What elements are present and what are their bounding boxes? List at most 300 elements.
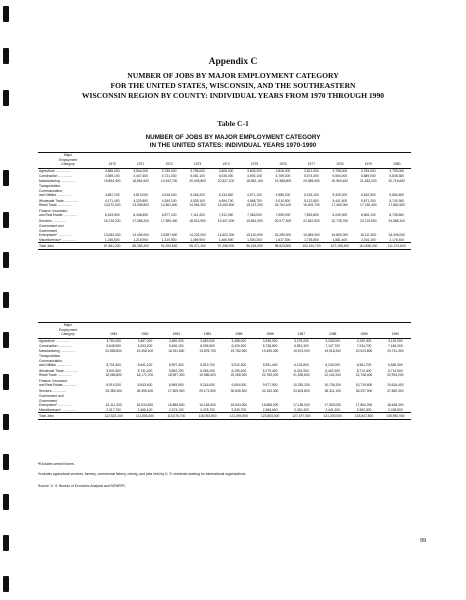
cell-value: 5,641,100 [137,363,153,367]
table-row [38,209,411,218]
cell-value: 14,361,600 [160,203,178,207]
total-value: 112,524,100 [98,413,129,419]
table-row [38,219,411,224]
binder-mark [3,576,9,592]
binder-mark [3,292,9,308]
cell-value: 5,409,200 [332,193,348,197]
table-row [38,179,411,184]
cell-value: 16,534,500 [136,403,154,407]
cell-value: 7,363,000 [247,213,262,217]
cell-value: 5,441,500 [332,198,348,203]
cell-value: 3,680,000 [168,338,184,343]
row-label [38,394,98,408]
cell-value: 5,819,700 [200,363,215,367]
cell-value: 2,430,400 [294,407,309,412]
total-value: 97,258,900 [212,243,240,249]
main-title-line: FOR THE UNITED STATES, WISCONSIN, AND THE SOUTHEASTERN [110,81,356,90]
table-row [38,184,411,198]
cell-value: 3,115,000 [388,338,403,343]
cell-value: 6,163,500 [104,213,120,217]
row-label [38,168,98,173]
cell-value: 24,588,100 [388,218,406,223]
cell-value: 3,278,000 [294,338,309,343]
cell-value: 13,084,000 [103,233,121,237]
cell-value: 6,425,300 [231,344,247,348]
cell-value: 5,597,400 [168,363,184,367]
year-header: 1974 [212,153,240,168]
year-header: 1985 [223,323,254,338]
binder-mark [3,252,9,268]
cell-value: 3,844,000 [133,168,149,173]
row-label [38,389,98,394]
cell-value: 10,283,200 [293,383,310,387]
cell-value: 20,024,800 [355,348,373,353]
cell-value: 16,886,500 [167,403,185,407]
cell-value: 1,530,200 [247,237,262,242]
cell-value: 19,574,000 [293,348,310,353]
total-value: 135,950,900 [380,413,411,419]
cell-value: 1,725,800 [304,237,319,242]
category-header-line: Category [61,162,75,166]
cell-value: 5,831,600 [106,368,121,373]
year-header: 1977 [297,153,325,168]
year-header: 1979 [354,153,382,168]
total-value: 110,558,200 [354,243,382,249]
table-row [38,338,411,343]
cell-value: 7,853,800 [304,213,319,217]
cell-value: 15,157,200 [246,203,263,207]
row-label [38,224,98,238]
table-title-line: IN THE UNITED STATES: INDIVIDUAL YEARS 1970-1990 [149,142,317,149]
cell-value: 2,428,800 [388,407,403,412]
row-label-line: and Utilities ............... [39,363,71,367]
cell-value: 2,176,400 [389,237,405,242]
cell-value: 20,963,400 [331,178,349,183]
cell-value: 13,857,600 [160,233,178,237]
binder-mark [3,212,9,228]
cell-value: 6,712,400 [356,368,372,373]
cell-value: 13,572,000 [103,203,121,207]
cell-value: 2,478,700 [200,407,215,412]
cell-value: 15,489,000 [303,233,320,237]
category-header-line: Category [61,332,75,336]
cell-value: 3,190,000 [356,338,372,343]
row-label-line: Government and [39,394,64,398]
cell-value: 17,760,400 [360,203,377,207]
cell-value: 15,263,500 [217,203,235,207]
cell-value: 21,483,200 [360,178,377,183]
binder-mark [3,414,9,430]
cell-value: 33,603,800 [293,388,310,393]
cell-value: 22,162,200 [324,373,341,377]
cell-value: 21,526,600 [293,373,310,377]
cell-value: 20,716,600 [388,178,406,183]
total-value: 121,494,900 [223,413,254,419]
cell-value: 37,860,300 [387,388,404,393]
cell-value: 8,969,900 [168,383,184,387]
cell-value: 2,466,100 [137,407,153,412]
cell-value: 1,369,900 [190,237,205,242]
year-header: 1990 [380,323,411,338]
cell-value: 22,735,700 [331,218,349,223]
cell-value: 15,140,000 [246,233,263,237]
row-label [38,379,98,388]
binder-mark [3,6,9,22]
cell-value: 36,297,900 [355,388,373,393]
category-header-line: Employment [58,327,78,332]
total-row [38,243,411,249]
cell-value: 3,336,000 [262,338,278,343]
year-header: 1980 [383,153,411,168]
cell-value: 23,719,500 [360,218,377,223]
cell-value: 5,063,200 [190,193,205,197]
row-label-line: Construction ............... [39,344,73,348]
binder-mark [3,535,9,551]
row-label-line: Manufacturing ............... [39,348,75,353]
cell-value: 3,488,000 [231,338,247,343]
cell-value: 5,061,100 [190,174,205,178]
cell-value: 6,096,500 [200,344,215,348]
table-row [38,373,411,378]
cell-value: 16,164,600 [199,403,216,407]
cell-value: 5,616,900 [360,193,376,197]
cell-value: 19,878,700 [199,348,216,353]
row-label-line: Government [39,228,58,233]
cell-value: 19,918,200 [324,348,341,353]
cell-value: 5,838,300 [389,174,405,178]
cell-value: 5,035,000 [218,174,234,178]
cell-value: 18,171,700 [136,373,154,377]
cell-value: 3,808,000 [218,168,234,173]
cell-value: 3,805,000 [247,168,262,173]
cell-value: 20,285,300 [230,373,248,377]
cell-value: 2,530,700 [231,407,247,412]
cell-value: 4,769,000 [275,174,291,178]
cell-value: 1,617,000 [275,237,291,242]
total-value: 111,536,400 [129,413,160,419]
cell-value: 8,735,600 [389,213,405,217]
binder-mark [3,170,9,186]
cell-value: 15,280,000 [274,233,292,237]
cell-value: 17,989,400 [160,218,178,223]
cell-value: 8,919,200 [106,383,121,387]
row-label-line: Agriculture ............... [39,168,70,173]
cell-value: 19,388,800 [274,178,292,183]
cell-value: 7,107,700 [325,344,341,348]
cell-value: 3,784,000 [360,168,376,173]
footnote-armed-forces: ªExcludes armed forces. [38,462,75,466]
cell-value: 17,360,000 [331,203,349,207]
cell-value: 6,738,800 [262,344,278,348]
row-label [38,179,98,184]
table-title-line: NUMBER OF JOBS BY MAJOR EMPLOYMENT CATEGORY [145,134,321,141]
cell-value: 6,125,800 [294,363,309,367]
cell-value: 6,324,900 [294,368,309,373]
cell-value: 4,971,100 [247,193,262,197]
cell-value: 4,692,100 [247,174,262,178]
cell-value: 3,796,000 [190,168,205,173]
cell-value: 3,812,000 [304,168,319,173]
total-row [38,413,411,419]
category-header [38,323,98,338]
cell-value: 4,868,700 [247,198,262,203]
cell-value: 17,862,500 [388,203,406,207]
row-label-line: Services ............... [39,388,67,393]
cell-value: 4,171,400 [104,198,120,203]
cell-value: 6,545,300 [388,363,403,367]
binder-mark [3,90,9,106]
table-row [38,168,411,173]
category-header-line: Major [63,153,73,157]
total-value: 96,018,300 [240,243,268,249]
total-value: 107,158,400 [326,243,354,249]
cell-value: 13,005,800 [132,203,149,207]
cell-value: 10,616,400 [387,383,404,387]
cell-value: 4,390,100 [161,198,177,203]
row-label-line: Construction ............... [39,174,73,178]
cell-value: 4,721,000 [161,174,177,178]
total-value: 87,861,200 [98,243,126,249]
cell-value: 4,819,000 [133,193,149,197]
row-label-line: Retail Trade ............... [39,203,72,207]
year-header: 1989 [348,323,379,338]
cell-value: 29,171,500 [199,388,216,393]
cell-value: 6,249,000 [325,363,341,367]
year-header: 1971 [126,153,154,168]
cell-value: 4,985,200 [275,193,291,197]
cell-value: 19,585,600 [199,373,216,377]
total-value: 98,823,800 [269,243,297,249]
cell-value: 19,495,300 [261,348,279,353]
cell-value: 3,669,000 [200,338,215,343]
cell-value: 17,553,000 [324,403,341,407]
row-label-line: Government and [39,224,64,228]
row-label-line: Communication, [39,358,63,363]
cell-value: 5,648,500 [106,344,121,348]
year-header: 1973 [183,153,211,168]
table-row [38,349,411,354]
row-label [38,338,98,343]
cell-value: 15,890,000 [331,233,349,237]
table-row [38,394,411,408]
cell-value: 16,111,300 [105,403,122,407]
table-label: Table C-1 [217,119,249,128]
cell-value: 5,153,100 [304,193,319,197]
year-header: 1986 [254,323,285,338]
cell-value: 20,409,800 [189,178,206,183]
cell-value: 5,852,200 [168,368,184,373]
cell-value: 21,542,500 [303,218,320,223]
page-number: 99 [420,538,427,544]
row-label-line: Finance, Insurance, [39,208,68,213]
cell-value: 6,877,100 [161,213,177,217]
total-value: 111,274,800 [383,243,411,249]
cell-value: 5,740,300 [389,198,405,203]
cell-value: 18,914,900 [189,218,206,223]
cell-value: 4,694,700 [218,198,234,203]
total-value: 113,076,700 [161,413,192,419]
year-header: 1975 [240,153,268,168]
cell-value: 22,994,200 [387,373,404,377]
row-label-line: Agriculture ............... [39,338,70,343]
cell-value: 7,234,700 [356,344,372,348]
cell-value: 16,524,000 [230,403,248,407]
cell-value: 5,912,300 [231,363,247,367]
cell-value: 6,346,600 [133,213,149,217]
cell-value: 4,447,400 [133,174,149,178]
category-header-line: Employment [58,157,78,162]
main-title-line: NUMBER OF JOBS BY MAJOR EMPLOYMENT CATEGORY [127,71,339,80]
cell-value: 27,609,900 [167,388,185,393]
category-header-line: Major [63,323,73,327]
row-label [38,209,98,218]
cell-value: 3,687,000 [137,338,153,343]
cell-value: 8,506,100 [360,213,376,217]
table-row [38,389,411,394]
cell-value: 18,086,800 [105,373,122,377]
total-value: 123,853,400 [254,413,285,419]
cell-value: 22,748,400 [355,373,373,377]
cell-value: 6,066,200 [200,368,215,373]
cell-value: 19,782,900 [230,348,248,353]
cell-value: 35,311,100 [324,388,341,393]
cell-value: 5,680,600 [389,193,405,197]
cell-value: 3,760,000 [106,338,121,343]
cell-value: 13,406,000 [132,233,149,237]
year-header: 1981 [98,323,129,338]
cell-value: 18,911,600 [168,348,185,353]
total-label: Total Jobs [38,413,98,419]
year-header: 1978 [326,153,354,168]
binder-mark [3,332,9,348]
cell-value: 20,327,100 [217,178,235,183]
category-header [38,153,98,168]
cell-value: 3,795,000 [389,168,405,173]
year-header: 1988 [317,323,348,338]
cell-value: 1,246,500 [104,237,120,242]
cell-value: 16,409,700 [303,203,320,207]
cell-value: 6,462,900 [325,368,341,373]
cell-value: 8,249,300 [332,213,348,217]
main-title [40,71,426,101]
binder-mark [3,494,9,510]
row-label-line: Transportation, [39,184,62,188]
cell-value: 18,597,300 [167,373,185,377]
row-label [38,184,98,198]
row-label-line: Wholesale Trade ............... [39,368,79,373]
cell-value: 4,528,100 [190,198,205,203]
cell-value: 19,306,100 [136,348,154,353]
row-label-line: Manufacturing ............... [39,178,75,183]
cell-value: 5,010,900 [275,198,291,203]
cell-value: 6,179,400 [262,368,278,373]
year-header: 1984 [192,323,223,338]
row-label-line: Enterprisesª ............... [39,233,72,237]
cell-value: 3,228,000 [325,338,341,343]
cell-value: 5,889,000 [360,174,376,178]
cell-value: 4,229,800 [133,198,149,203]
row-label-line: Services ............... [39,218,67,223]
cell-value: 17,864,000 [355,403,373,407]
cell-value: 5,134,800 [218,193,234,197]
cell-value: 3,798,000 [332,168,348,173]
cell-value: 1,881,400 [332,237,348,242]
jobs-table-1970-1980 [38,152,411,250]
cell-value: 30,845,300 [230,388,248,393]
cell-value: 4,857,100 [104,193,120,197]
cell-value: 1,460,900 [218,237,234,242]
row-label-line: Miscellaneousᵇ ............... [39,407,76,412]
source-note: Source: U. S. Bureau of Economic Analysis and SEWRPC. [38,484,127,488]
table-row [38,379,411,388]
total-value: 95,471,200 [183,243,211,249]
cell-value: 3,789,000 [161,168,177,173]
row-label [38,354,98,368]
cell-value: 4,369,100 [104,174,120,178]
year-header: 1982 [129,323,160,338]
cell-value: 1,310,900 [161,237,177,242]
cell-value: 2,016,100 [360,237,376,242]
row-label [38,203,98,208]
cell-value: 5,701,500 [106,363,121,367]
cell-value: 5,951,400 [262,363,278,367]
cell-value: 20,058,500 [303,178,320,183]
total-value: 91,293,600 [155,243,183,249]
cell-value: 19,661,900 [246,218,263,223]
total-value: 118,093,800 [192,413,223,419]
cell-value: 9,216,000 [200,383,215,387]
cell-value: 6,891,300 [294,344,309,348]
cell-value: 3,828,000 [275,168,291,173]
year-header: 1972 [155,153,183,168]
row-label-line: and Utilities ............... [39,193,71,197]
cell-value: 2,373,100 [168,407,184,412]
cell-value: 16,345,000 [388,233,406,237]
year-header: 1983 [161,323,192,338]
cell-value: 20,785,000 [261,373,279,377]
cell-value: 5,671,200 [360,198,376,203]
cell-value: 2,380,300 [356,407,372,412]
cell-value: 19,894,400 [103,178,121,183]
table-row [38,203,411,208]
cell-value: 5,112,800 [304,198,319,203]
cell-value: 25,389,400 [105,388,122,393]
total-value: 127,197,000 [286,413,317,419]
cell-value: 2,441,200 [325,407,341,412]
cell-value: 6,190,400 [231,368,247,373]
cell-value: 4,916,000 [161,193,177,197]
row-label [38,219,98,224]
cell-value: 19,407,000 [217,218,235,223]
cell-value: 19,342,700 [160,178,178,183]
cell-value: 10,736,200 [324,383,341,387]
cell-value: 26,395,400 [136,388,154,393]
row-label-line: and Real Estate ............... [39,383,78,387]
cell-value: 5,564,000 [332,174,348,178]
year-header: 1976 [269,153,297,168]
cell-value: 2,417,700 [106,407,121,412]
binder-mark [3,454,9,470]
cell-value: 7,312,000 [218,213,234,217]
row-label-line: Wholesale Trade ............... [39,198,79,203]
total-value: 88,383,400 [126,243,154,249]
cell-value: 18,851,600 [132,178,149,183]
year-header: 1970 [98,153,126,168]
cell-value: 20,858,800 [105,348,122,353]
cell-value: 5,263,200 [137,344,153,348]
row-label-line: Communication, [39,188,63,193]
cell-value: 1,218,900 [133,237,149,242]
